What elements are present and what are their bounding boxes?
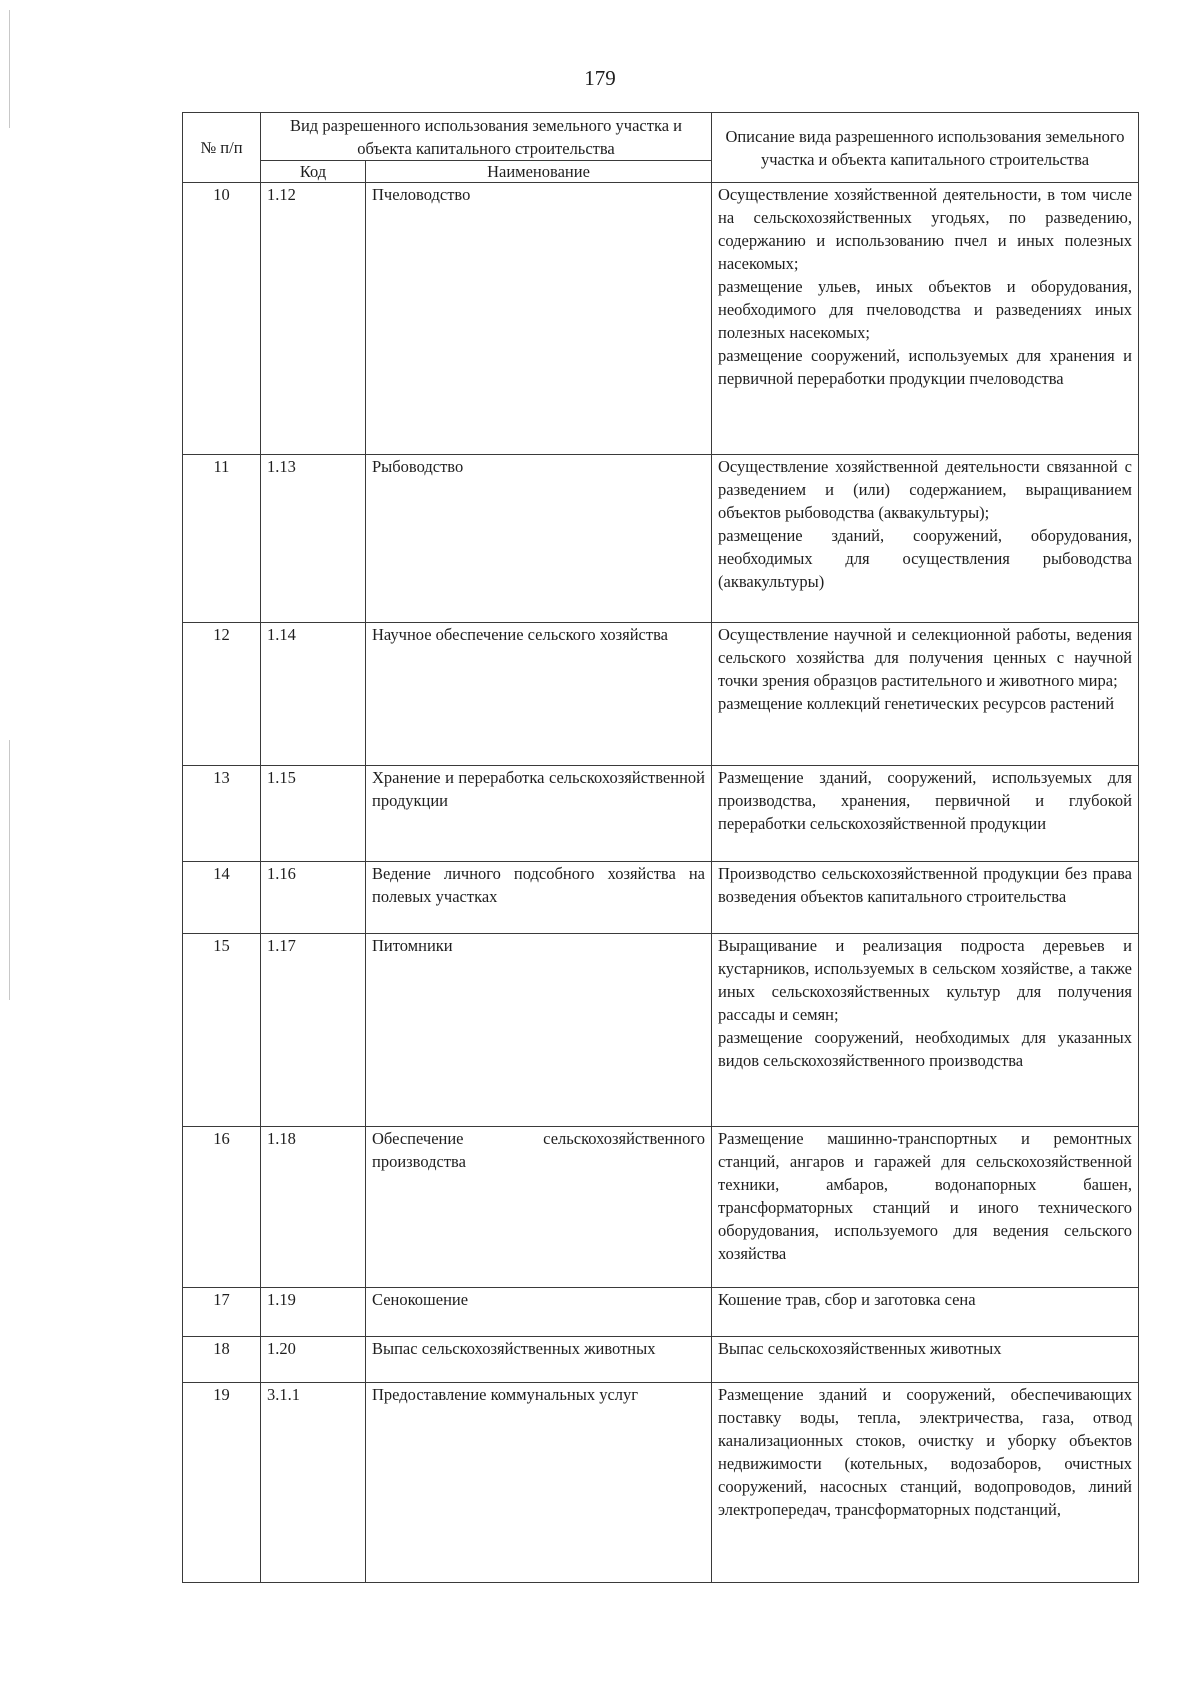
row-code: 1.15 xyxy=(261,766,366,862)
row-code: 1.13 xyxy=(261,455,366,623)
row-description xyxy=(712,623,1139,766)
row-description-paragraph: Осуществление хозяйственной деятельности связанной с разведением и (или) содержанием, выращиванием объектов рыбоводства (аквакультуры); xyxy=(718,457,1132,522)
row-description xyxy=(712,1383,1139,1583)
row-description-paragraph: Осуществление хозяйственной деятельности, в том числе на сельскохозяйственных угодьях, по разведению, содержанию и использованию пчел и иных полезных насекомых; xyxy=(718,185,1132,273)
row-code: 1.16 xyxy=(261,862,366,934)
header-desc: Описание вида разрешенного использования земельного участка и объекта капитального строительства xyxy=(712,113,1139,183)
row-name-text: Сенокошение xyxy=(372,1290,469,1309)
row-name xyxy=(366,1337,712,1383)
scan-edge-line xyxy=(9,740,10,1000)
row-code: 1.19 xyxy=(261,1288,366,1337)
row-number: 17 xyxy=(183,1288,261,1337)
row-description-paragraph: размещение зданий, сооружений, оборудования, необходимых для осуществления рыбоводства (аквакультуры) xyxy=(718,526,1132,591)
table-row xyxy=(183,1288,1139,1337)
row-name xyxy=(366,862,712,934)
row-description xyxy=(712,1127,1139,1288)
row-name-text: Научное обеспечение сельского хозяйства xyxy=(372,625,668,644)
page-number: 179 xyxy=(584,66,616,90)
row-name-text: Пчеловодство xyxy=(372,185,471,204)
row-number: 19 xyxy=(183,1383,261,1583)
row-name-text: Питомники xyxy=(372,936,453,955)
table-header xyxy=(183,113,1139,183)
row-name xyxy=(366,623,712,766)
table-row xyxy=(183,766,1139,862)
row-number: 14 xyxy=(183,862,261,934)
row-number: 16 xyxy=(183,1127,261,1288)
row-description xyxy=(712,934,1139,1127)
row-name xyxy=(366,766,712,862)
row-code: 3.1.1 xyxy=(261,1383,366,1583)
row-description xyxy=(712,766,1139,862)
row-description xyxy=(712,862,1139,934)
table-row xyxy=(183,183,1139,455)
row-code: 1.12 xyxy=(261,183,366,455)
row-description-paragraph: размещение сооружений, необходимых для указанных видов сельскохозяйственного производства xyxy=(718,1028,1132,1070)
row-code: 1.14 xyxy=(261,623,366,766)
row-description-paragraph: Осуществление научной и селекционной работы, ведения сельского хозяйства для получения ценных с научной точки зрения образцов растительного и животного мира; xyxy=(718,625,1132,690)
table-row xyxy=(183,1337,1139,1383)
row-description-paragraph: Производство сельскохозяйственной продукции без права возведения объектов капитального строительства xyxy=(718,864,1132,906)
row-description-paragraph: размещение ульев, иных объектов и оборудования, необходимого для пчеловодства и разведениях иных полезных насекомых; xyxy=(718,277,1132,342)
land-use-table xyxy=(182,112,1139,1583)
row-name-text: Выпас сельскохозяйственных животных xyxy=(372,1339,656,1358)
row-name xyxy=(366,1288,712,1337)
row-number: 13 xyxy=(183,766,261,862)
row-description xyxy=(712,1288,1139,1337)
row-number: 12 xyxy=(183,623,261,766)
row-description-paragraph: размещение коллекций генетических ресурсов растений xyxy=(718,694,1115,713)
row-name xyxy=(366,1127,712,1288)
row-number: 11 xyxy=(183,455,261,623)
row-description-paragraph: Размещение машинно-транспортных и ремонтных станций, ангаров и гаражей для сельскохозяйственной техники, амбаров, водонапорных башен, трансформаторных станций и иного технического оборудования, используемого для ведения сельского хозяйства xyxy=(718,1129,1132,1263)
row-code: 1.20 xyxy=(261,1337,366,1383)
row-name-text: Ведение личного подсобного хозяйства на полевых участках xyxy=(372,864,705,906)
row-description-paragraph: Выпас сельскохозяйственных животных xyxy=(718,1339,1002,1358)
header-group: Вид разрешенного использования земельного участка и объекта капитального строительства xyxy=(261,113,712,161)
header-num: № п/п xyxy=(183,113,261,183)
row-description-paragraph: размещение сооружений, используемых для хранения и первичной переработки продукции пчеловодства xyxy=(718,346,1132,388)
row-description-paragraph: Размещение зданий, сооружений, используемых для производства, хранения, первичной и глубокой переработки сельскохозяйственной продукции xyxy=(718,768,1132,833)
row-description-paragraph: Выращивание и реализация подроста деревьев и кустарников, используемых в сельском хозяйстве, а также иных сельскохозяйственных культур для получения рассады и семян; xyxy=(718,936,1132,1024)
row-name xyxy=(366,1383,712,1583)
row-description-paragraph: Кошение трав, сбор и заготовка сена xyxy=(718,1290,976,1309)
row-description xyxy=(712,455,1139,623)
row-number: 18 xyxy=(183,1337,261,1383)
table-body xyxy=(183,183,1139,1583)
row-name xyxy=(366,183,712,455)
row-name-text: Рыбоводство xyxy=(372,457,464,476)
table-row xyxy=(183,934,1139,1127)
row-description xyxy=(712,183,1139,455)
row-description xyxy=(712,1337,1139,1383)
header-code: Код xyxy=(261,161,366,183)
row-name-text: Предоставление коммунальных услуг xyxy=(372,1385,639,1404)
row-number: 15 xyxy=(183,934,261,1127)
row-name xyxy=(366,455,712,623)
row-description-paragraph: Размещение зданий и сооружений, обеспечивающих поставку воды, тепла, электричества, газа, отвод канализационных стоков, очистку и уборку объектов недвижимости (котельных, водозаборов, очистных сооружений, насосных станций, водопроводов, линий электропередач, трансформаторных подстанций, xyxy=(718,1385,1132,1519)
header-name: Наименование xyxy=(366,161,712,183)
table-row xyxy=(183,1383,1139,1583)
row-code: 1.17 xyxy=(261,934,366,1127)
table-row xyxy=(183,623,1139,766)
row-code: 1.18 xyxy=(261,1127,366,1288)
table-row xyxy=(183,1127,1139,1288)
row-name-text: Обеспечение сельскохозяйственного производства xyxy=(372,1129,705,1171)
row-name-text: Хранение и переработка сельскохозяйственной продукции xyxy=(372,768,705,810)
row-name xyxy=(366,934,712,1127)
table-row xyxy=(183,862,1139,934)
table-row xyxy=(183,455,1139,623)
row-number: 10 xyxy=(183,183,261,455)
